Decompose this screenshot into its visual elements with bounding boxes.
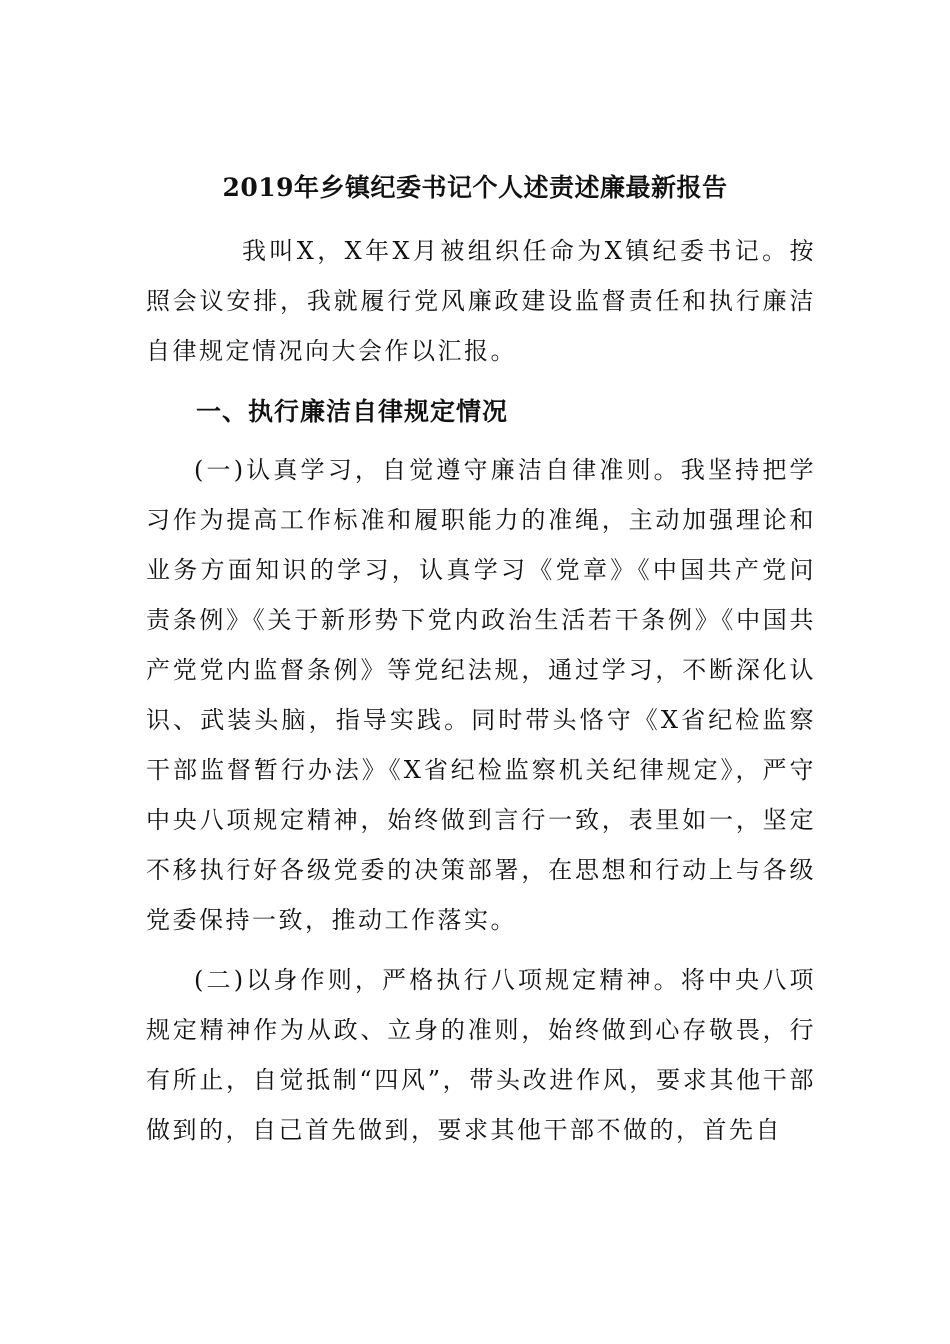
intro-paragraph: 我叫X，X年X月被组织任命为X镇纪委书记。按照会议安排，我就履行党风廉政建设监督责任和执行廉洁自律规定情况向大会作以汇报。 — [146, 237, 816, 365]
document-title: 2019年乡镇纪委书记个人述责述廉最新报告 — [222, 173, 728, 202]
body-paragraph: (一)认真学习，自觉遵守廉洁自律准则。我坚持把学习作为提高工作标准和履职能力的准绳，主动加强理论和业务方面知识的学习，认真学习《党章》《中国共产党问责条例》《关于新形势下党内政治生活若干条例》《中国共产党党内监督条例》等党纪法规，通过学习，不断深化认识、武装头脑，指导实践。同时带头恪守《X省纪检监察干部监督暂行办法》《X省纪检监察机关纪律规定》，严守中央八项规定精神，始终做到言行一致，表里如一，坚定不移执行好各级党委的决策部署，在思想和行动上与各级党委保持一致，推动工作落实。 — [146, 456, 816, 934]
section-heading: 一、执行廉洁自律规定情况 — [196, 397, 509, 426]
body-paragraph: (二)以身作则，严格执行八项规定精神。将中央八项规定精神作为从政、立身的准则，始终做到心存敬畏，行有所止，自觉抵制“四风”，带头改进作风，要求其他干部做到的，自己首先做到，要求其他干部不做的，首先自 — [146, 966, 816, 1144]
